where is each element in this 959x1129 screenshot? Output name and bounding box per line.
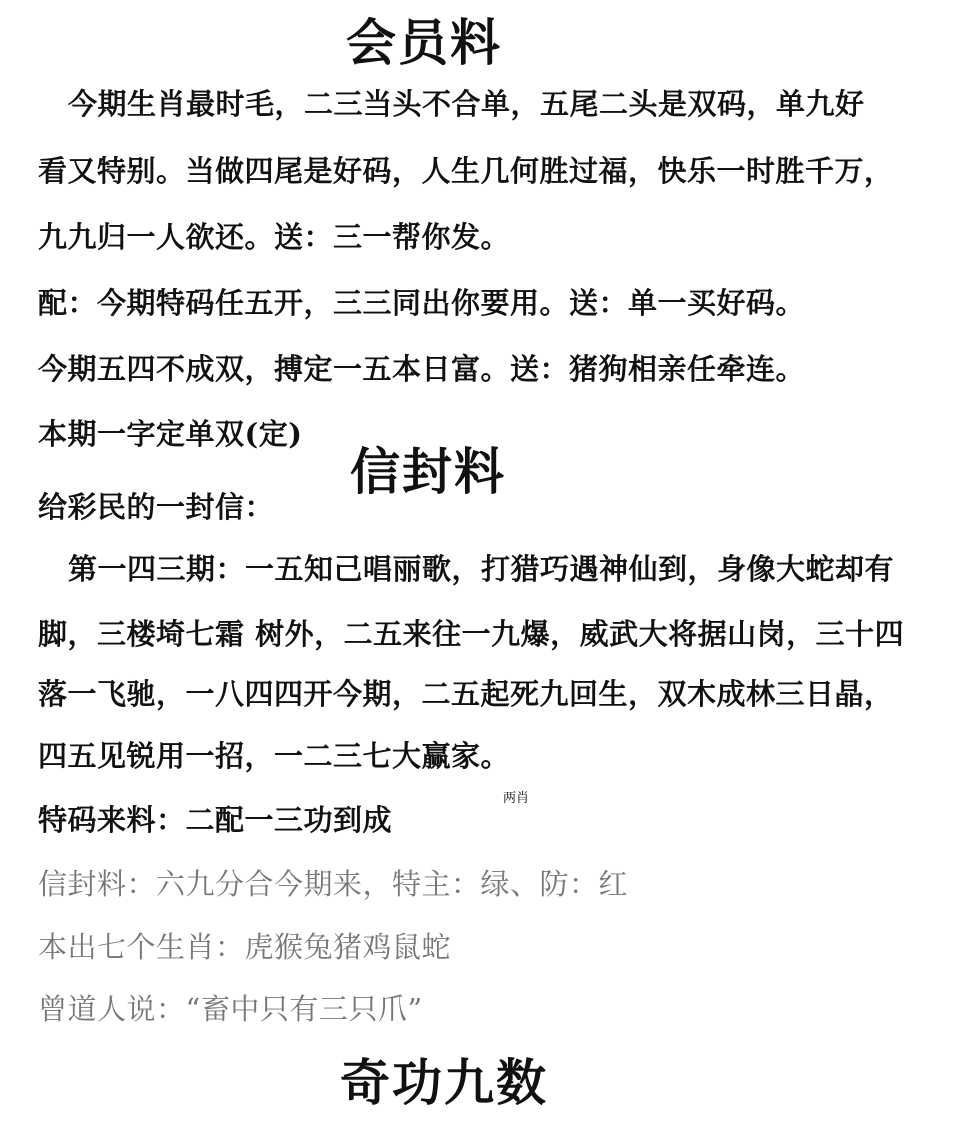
member-line: 今期生肖最时毛，二三当头不合单，五尾二头是双码，单九好 [68, 87, 865, 121]
small-note: 两肖 [503, 791, 530, 806]
faded-line: 曾道人说：“畜中只有三只爪” [38, 992, 423, 1026]
heading-envelope: 信封料 [350, 442, 506, 501]
special-code-line: 特码来料：二配一三功到成 [38, 803, 393, 837]
heading-qigong: 奇功九数 [340, 1053, 548, 1112]
letter-line: 落一飞驰，一八四四开今期，二五起死九回生，双木成林三日晶， [38, 677, 894, 711]
faded-line: 本出七个生肖：虎猴兔猪鸡鼠蛇 [38, 930, 452, 964]
member-line: 今期五四不成双，搏定一五本日富。送：猪狗相亲任牵连。 [38, 352, 806, 386]
heading-member: 会员料 [346, 13, 502, 72]
member-line: 配：今期特码任五开，三三同出你要用。送：单一买好码。 [38, 286, 806, 320]
faded-line: 信封料：六九分合今期来，特主：绿、防：红 [38, 867, 629, 901]
member-line: 本期一字定单双(定) [38, 417, 303, 451]
letter-line: 脚，三楼埼七霜 树外，二五来往一九爆，威武大将据山岗，三十四 [38, 617, 905, 651]
member-line: 九九归一人欲还。送：三一帮你发。 [38, 220, 511, 254]
member-line: 看又特别。当做四尾是好码，人生几何胜过福，快乐一时胜千万， [38, 154, 894, 188]
letter-intro: 给彩民的一封信： [38, 490, 275, 524]
letter-line: 第一四三期：一五知己唱丽歌，打猎巧遇神仙到，身像大蛇却有 [68, 552, 895, 586]
letter-line: 四五见锐用一招，一二三七大赢家。 [38, 739, 511, 773]
